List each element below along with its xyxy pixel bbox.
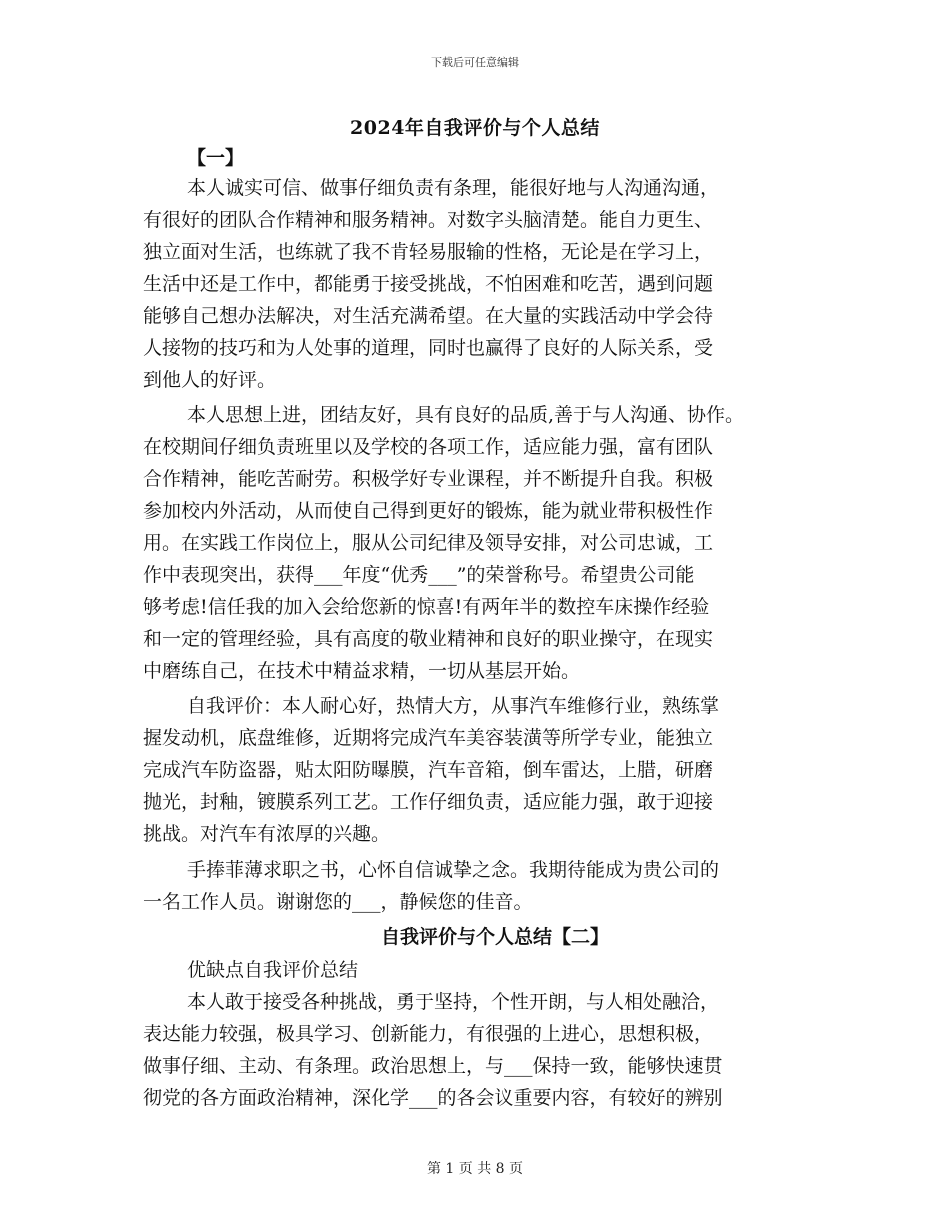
paragraph-line: 够考虑!信任我的加入会给您新的惊喜!有两年半的数控车床操作经验 [143, 596, 710, 618]
paragraph-line: 独立面对生活，也练就了我不肯轻易服输的性格，无论是在学习上， [143, 241, 714, 263]
paragraph-line: 手捧菲薄求职之书，心怀自信诚挚之念。我期待能成为贵公司的 [187, 859, 720, 881]
section-one-mark: 【一】 [187, 147, 245, 169]
paragraph-line: 本人敢于接受各种挑战，勇于坚持，个性开朗，与人相处融洽， [187, 991, 720, 1013]
paragraph-line: 一名工作人员。谢谢您的___，静候您的佳音。 [143, 891, 533, 913]
paragraph-line: 本人诚实可信、做事仔细负责有条理，能很好地与人沟通沟通， [187, 177, 720, 199]
document-title: 2024年自我评价与个人总结 [350, 117, 600, 139]
header-note: 下载后可任意编辑 [431, 56, 519, 69]
paragraph-line: 合作精神，能吃苦耐劳。积极学好专业课程，并不断提升自我。积极 [143, 468, 714, 490]
paragraph-line: 本人思想上进，团结友好，具有良好的品质,善于与人沟通、协作。 [187, 404, 745, 426]
paragraph-line: 到他人的好评。 [143, 369, 277, 391]
paragraph-line: 和一定的管理经验，具有高度的敬业精神和良好的职业操守，在现实 [143, 628, 714, 650]
paragraph-line: 抛光，封釉，镀膜系列工艺。工作仔细负责，适应能力强，敢于迎接 [143, 791, 714, 813]
paragraph-line: 用。在实践工作岗位上，服从公司纪律及领导安排，对公司忠诚，工 [143, 532, 714, 554]
paragraph-line: 自我评价：本人耐心好，热情大方，从事汽车维修行业，熟练掌 [187, 695, 720, 717]
paragraph-line: 表达能力较强，极具学习、创新能力，有很强的上进心，思想积极， [143, 1023, 714, 1045]
paragraph-line: 握发动机，底盘维修，近期将完成汽车美容装潢等所学专业，能独立 [143, 727, 714, 749]
paragraph-line: 做事仔细、主动、有条理。政治思想上，与___保持一致，能够快速贯 [143, 1055, 723, 1077]
paragraph-line: 中磨练自己，在技术中精益求精，一切从基层开始。 [143, 660, 581, 682]
page-footer: 第 1 页 共 8 页 [426, 1161, 524, 1177]
paragraph-line: 人接物的技巧和为人处事的道理，同时也赢得了良好的人际关系，受 [143, 337, 714, 359]
paragraph-line: 有很好的团队合作精神和服务精神。对数字头脑清楚。能自力更生、 [143, 209, 714, 231]
paragraph-line: 能够自己想办法解决，对生活充满希望。在大量的实践活动中学会待 [143, 305, 714, 327]
paragraph-line: 在校期间仔细负责班里以及学校的各项工作，适应能力强，富有团队 [143, 436, 714, 458]
paragraph-line: 参加校内外活动，从而使自己得到更好的锻炼，能为就业带积极性作 [143, 500, 714, 522]
section-two-title: 自我评价与个人总结【二】 [380, 926, 609, 948]
paragraph-line: 作中表现突出，获得___年度“优秀___”的荣誉称号。希望贵公司能 [143, 564, 695, 586]
paragraph-line: 优缺点自我评价总结 [187, 959, 359, 981]
paragraph-line: 生活中还是工作中，都能勇于接受挑战，不怕困难和吃苦，遇到问题 [143, 273, 714, 295]
paragraph-line: 挑战。对汽车有浓厚的兴趣。 [143, 823, 391, 845]
paragraph-line: 彻党的各方面政治精神，深化学___的各会议重要内容，有较好的辨别 [143, 1087, 723, 1109]
paragraph-line: 完成汽车防盗器，贴太阳防曝膜，汽车音箱，倒车雷达，上腊，研磨 [143, 759, 714, 781]
